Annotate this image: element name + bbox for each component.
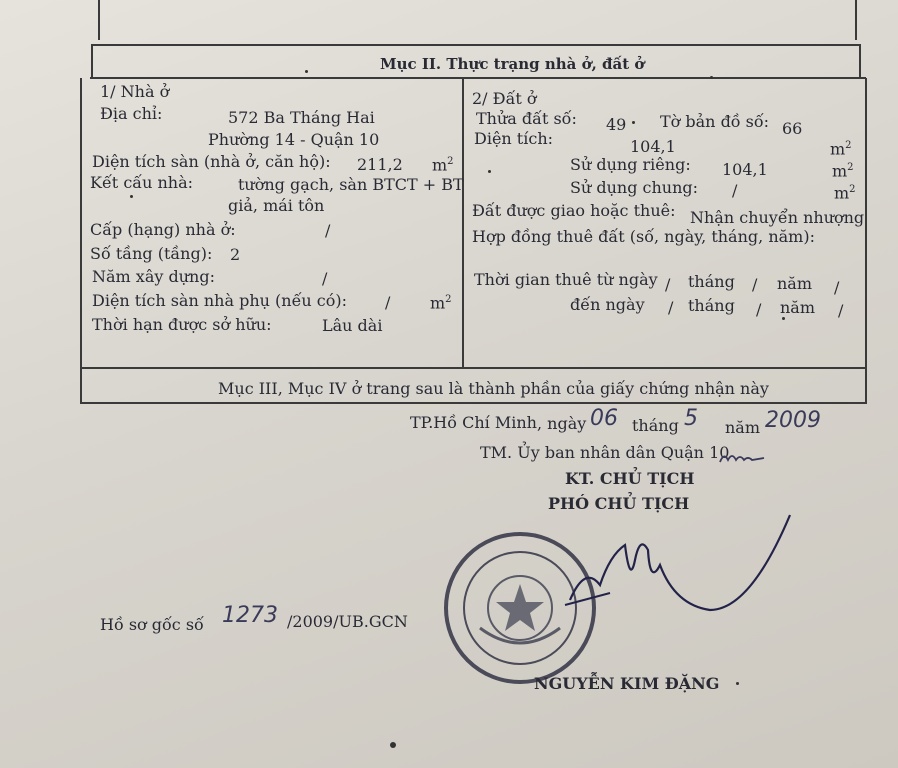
paper-speck xyxy=(782,317,785,320)
date-year-label: năm xyxy=(725,418,761,437)
lease-to-slash1: / xyxy=(668,298,674,317)
shared-use-value: / xyxy=(732,181,738,200)
lease-to-year-label: năm xyxy=(780,298,816,317)
signatory-title2: PHÓ CHỦ TỊCH xyxy=(548,494,690,513)
map-label: Tờ bản đồ số: xyxy=(660,112,770,131)
structure-line1: tường gạch, sàn BTCT + BT xyxy=(238,175,464,194)
section2-top-border xyxy=(92,44,860,46)
date-day: 06 xyxy=(590,406,618,431)
paper-speck xyxy=(390,742,396,748)
on-behalf-text: TM. Ủy ban nhân dân Quận 10 xyxy=(480,443,730,462)
private-use-value: 104,1 xyxy=(722,160,768,179)
initial-mark xyxy=(718,448,766,468)
paper-speck xyxy=(305,70,308,73)
table-left-border xyxy=(80,78,82,403)
column-divider xyxy=(462,78,464,368)
land-area-unit: $m^2$ xyxy=(830,139,852,159)
date-month: 5 xyxy=(684,406,698,431)
date-city: TP.Hồ Chí Minh xyxy=(410,413,537,432)
lease-to-label: đến ngày xyxy=(570,295,645,314)
record-suffix: /2009/UB.GCN xyxy=(287,612,408,631)
floor-area-unit: $m^2$ xyxy=(432,155,454,175)
allocation-label: Đất được giao hoặc thuê: xyxy=(472,201,676,220)
section2-left-border xyxy=(91,44,93,79)
table-bottom-border xyxy=(80,367,867,369)
floor-area-value: 211,2 xyxy=(357,155,403,174)
signature xyxy=(540,505,810,625)
lease-to-slash2: / xyxy=(756,300,762,319)
lease-contract-label: Hợp đồng thuê đất (số, ngày, tháng, năm): xyxy=(472,227,815,246)
floor-area-label: Diện tích sàn (nhà ở, căn hộ): xyxy=(92,152,331,171)
record-number: 1273 xyxy=(222,603,278,628)
note-bottom-border xyxy=(80,402,867,404)
section2-right-border xyxy=(859,44,861,79)
private-use-unit: $m^2$ xyxy=(832,161,854,181)
shared-use-unit: $m^2$ xyxy=(834,183,856,203)
year-built-label: Năm xây dựng: xyxy=(92,267,215,286)
table-right-border xyxy=(865,78,867,403)
ownership-term-value: Lâu dài xyxy=(322,316,383,335)
date-year: 2009 xyxy=(765,408,821,433)
record-label: Hồ sơ gốc số xyxy=(100,615,204,634)
lease-from-slash2: / xyxy=(752,275,758,294)
section2-title-underline xyxy=(90,77,866,79)
structure-line2: giả, mái tôn xyxy=(228,196,325,215)
sections-note: Mục III, Mục IV ở trang sau là thành phần của giấy chứng nhận này xyxy=(218,379,769,398)
plot-label: Thửa đất số: xyxy=(476,109,577,128)
date-day-label: , ngày xyxy=(537,414,587,433)
aux-area-unit: $m^2$ xyxy=(430,293,452,313)
top-rule-right xyxy=(855,0,857,40)
paper-speck xyxy=(736,682,739,685)
house-heading: 1/ Nhà ở xyxy=(100,82,170,101)
top-rule xyxy=(98,0,100,40)
shared-use-label: Sử dụng chung: xyxy=(570,178,699,197)
date-month-label: tháng xyxy=(632,416,679,435)
year-built-value: / xyxy=(322,269,328,288)
grade-label: Cấp (hạng) nhà ở: xyxy=(90,220,236,239)
land-area-value: 104,1 xyxy=(630,137,676,156)
lease-from-label: Thời gian thuê từ ngày xyxy=(474,270,658,289)
private-use-label: Sử dụng riêng: xyxy=(570,155,691,174)
floors-value: 2 xyxy=(230,245,241,264)
address-line1: 572 Ba Tháng Hai xyxy=(228,108,375,127)
structure-label: Kết cấu nhà: xyxy=(90,173,194,192)
plot-value: 49 xyxy=(606,115,627,134)
aux-area-value: / xyxy=(385,293,391,312)
lease-to-month-label: tháng xyxy=(688,296,735,315)
lease-from-slash3: / xyxy=(834,278,840,297)
allocation-value: Nhận chuyển nhượng xyxy=(690,208,865,227)
signatory-title1: KT. CHỦ TỊCH xyxy=(565,469,695,488)
paper-speck xyxy=(710,76,713,79)
section2-title: Mục II. Thực trạng nhà ở, đất ở xyxy=(380,55,645,73)
aux-area-label: Diện tích sàn nhà phụ (nếu có): xyxy=(92,291,348,310)
address-label: Địa chỉ: xyxy=(100,104,163,123)
paper-speck xyxy=(632,121,635,124)
lease-from-year-label: năm xyxy=(777,274,813,293)
ownership-term-label: Thời hạn được sở hữu: xyxy=(92,315,272,334)
map-value: 66 xyxy=(782,119,803,138)
signatory-name: NGUYỄN KIM ĐẶNG xyxy=(534,674,720,693)
lease-from-month-label: tháng xyxy=(688,272,735,291)
grade-value: / xyxy=(325,221,331,240)
paper-speck xyxy=(130,195,133,198)
paper-speck xyxy=(488,170,491,173)
land-area-label: Diện tích: xyxy=(474,129,554,148)
lease-from-slash1: / xyxy=(665,275,671,294)
lease-to-slash3: / xyxy=(838,301,844,320)
floors-label: Số tầng (tầng): xyxy=(90,244,213,263)
land-heading: 2/ Đất ở xyxy=(472,89,537,108)
address-line2: Phường 14 - Quận 10 xyxy=(208,130,380,149)
